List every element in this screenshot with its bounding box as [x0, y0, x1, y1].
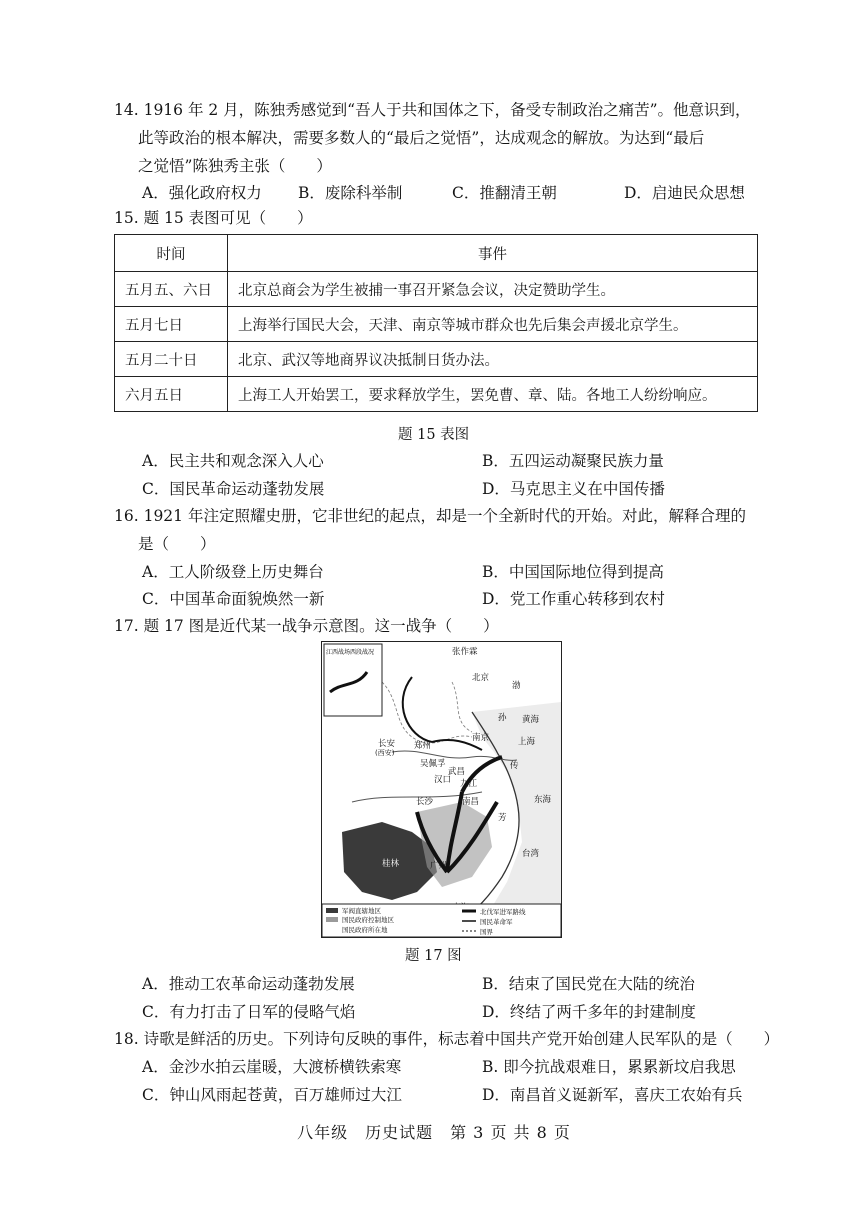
cell-time: 五月七日: [115, 307, 228, 342]
q14-option-a[interactable]: A．强化政府权力: [142, 184, 262, 202]
label-shanghai: 上海: [518, 737, 536, 747]
q17-option-a[interactable]: A．推动工农革命运动蓬勃发展: [142, 975, 355, 993]
table-header-row: [115, 235, 758, 272]
legend-capital: 国民政府所在地: [342, 926, 388, 934]
q16-stem-line2: 是（ ）: [138, 535, 216, 553]
q17-stem: 17. 题 17 图是近代某一战争示意图。这一战争（ ）: [114, 617, 499, 635]
q16-stem-line1: 16. 1921 年注定照耀史册，它非世纪的起点，却是一个全新时代的开始。对此，解释合理的: [114, 507, 746, 525]
legend-army: 国民革命军: [480, 918, 513, 926]
table-row: [115, 342, 758, 377]
q17-option-c[interactable]: C．有力打击了日军的侵略气焰: [142, 1003, 356, 1021]
q14-option-d[interactable]: D．启迪民众思想: [624, 184, 745, 202]
q16-option-b[interactable]: B．中国国际地位得到提高: [482, 563, 664, 581]
label-wu: 吴佩孚: [420, 759, 446, 769]
label-hankou: 汉口: [434, 775, 452, 785]
label-fang: 芳: [498, 813, 507, 823]
q17-option-d[interactable]: D．终结了两千多年的封建制度: [482, 1003, 696, 1021]
label-wuchang: 武昌: [448, 767, 466, 777]
q18-option-d[interactable]: D．南昌首义诞新军，喜庆工农始有兵: [482, 1086, 743, 1104]
header-time: 时间: [115, 235, 228, 272]
header-event: 事件: [228, 235, 758, 272]
label-huanghai: 黄海: [522, 715, 540, 725]
q15-stem: 15. 题 15 表图可见（ ）: [114, 209, 313, 227]
q18-option-c[interactable]: C．钟山风雨起苍黄，百万雄师过大江: [142, 1086, 402, 1104]
legend-nationalist: 国民政府控制地区: [342, 916, 394, 924]
cell-event: 北京、武汉等地商界议决抵制日货办法。: [228, 342, 758, 377]
q18-option-b[interactable]: B. 即今抗战艰难日，累累新坟启我思: [482, 1058, 736, 1076]
q15-option-b[interactable]: B．五四运动凝聚民族力量: [482, 452, 664, 470]
label-bohai: 渤: [512, 681, 521, 691]
q15-option-d[interactable]: D．马克思主义在中国传播: [482, 480, 665, 498]
cell-time: 五月五、六日: [115, 272, 228, 307]
page-footer: 八年级 历史试题 第 3 页 共 8 页: [297, 1123, 571, 1142]
table-row: [115, 272, 758, 307]
cell-event: 上海举行国民大会，天津、南京等城市群众也先后集会声援北京学生。: [228, 307, 758, 342]
cell-event: 北京总商会为学生被捕一事召开紧急会议，决定赞助学生。: [228, 272, 758, 307]
q17-map-caption: 题 17 图: [405, 948, 462, 964]
q15-option-a[interactable]: A．民主共和观念深入人心: [142, 452, 324, 470]
northern-expedition-map: [321, 641, 562, 938]
q14-option-c[interactable]: C．推翻清王朝: [452, 184, 557, 202]
q15-table-caption: 题 15 表图: [398, 427, 470, 443]
cell-time: 六月五日: [115, 377, 228, 412]
cell-event: 上海工人开始罢工，要求释放学生，罢免曹、章、陆。各地工人纷纷响应。: [228, 377, 758, 412]
table-row: [115, 307, 758, 342]
q14-stem-line1: 14. 1916 年 2 月，陈独秀感觉到“吾人于共和国体之下，备受专制政治之痛苦”。他意识到，: [114, 101, 751, 119]
label-nanchang: 南昌: [462, 797, 480, 807]
label-changan: 长安: [378, 739, 396, 749]
q17-option-b[interactable]: B．结束了国民党在大陆的统治: [482, 975, 695, 993]
map-svg: [322, 642, 561, 937]
q18-stem: 18. 诗歌是鲜活的历史。下列诗句反映的事件，标志着中国共产党开始创建人民军队的是（ ）: [114, 1030, 780, 1048]
province-border: [452, 682, 472, 732]
label-guangzhou: 广州: [430, 861, 448, 871]
label-taiwan: 台湾: [522, 849, 540, 859]
legend-swatch-warlord: [326, 908, 338, 913]
q16-option-c[interactable]: C．中国革命面貌焕然一新: [142, 590, 325, 608]
q15-event-table: [114, 234, 758, 412]
legend-warlord: 军阀直辖地区: [342, 907, 381, 915]
label-changsha: 长沙: [416, 797, 434, 807]
label-sun: 孙: [498, 713, 507, 723]
legend-swatch-nationalist: [326, 917, 338, 922]
label-jiujiang: 九江: [460, 779, 478, 789]
label-chuan: 传: [510, 761, 519, 771]
q16-option-d[interactable]: D．党工作重心转移到农村: [482, 590, 665, 608]
table-row: [115, 377, 758, 412]
q14-option-b[interactable]: B．废除科举制: [298, 184, 403, 202]
label-nanjing: 南京: [472, 733, 490, 743]
legend-border: 国界: [480, 928, 493, 936]
label-donghai: 东海: [534, 795, 552, 805]
q14-stem-line3: 之觉悟”陈独秀主张（ ）: [138, 157, 332, 175]
cell-time: 五月二十日: [115, 342, 228, 377]
legend-route: 北伐军进军路线: [480, 908, 526, 916]
q14-stem-line2: 此等政治的根本解决，需要多数人的“最后之觉悟”，达成观念的解放。为达到“最后: [138, 129, 705, 147]
q18-option-a[interactable]: A．金沙水拍云崖暖，大渡桥横铁索寒: [142, 1058, 402, 1076]
q15-option-c[interactable]: C．国民革命运动蓬勃发展: [142, 480, 325, 498]
label-guilin: 桂林: [382, 859, 400, 869]
inset-title: 江西战场西段战况: [326, 649, 375, 656]
q16-option-a[interactable]: A．工人阶级登上历史舞台: [142, 563, 324, 581]
label-zhengzhou: 郑州: [414, 741, 432, 751]
label-xian: (西安): [375, 749, 395, 757]
label-beijing: 北京: [472, 673, 490, 683]
label-zhang: 张作霖: [452, 647, 478, 657]
